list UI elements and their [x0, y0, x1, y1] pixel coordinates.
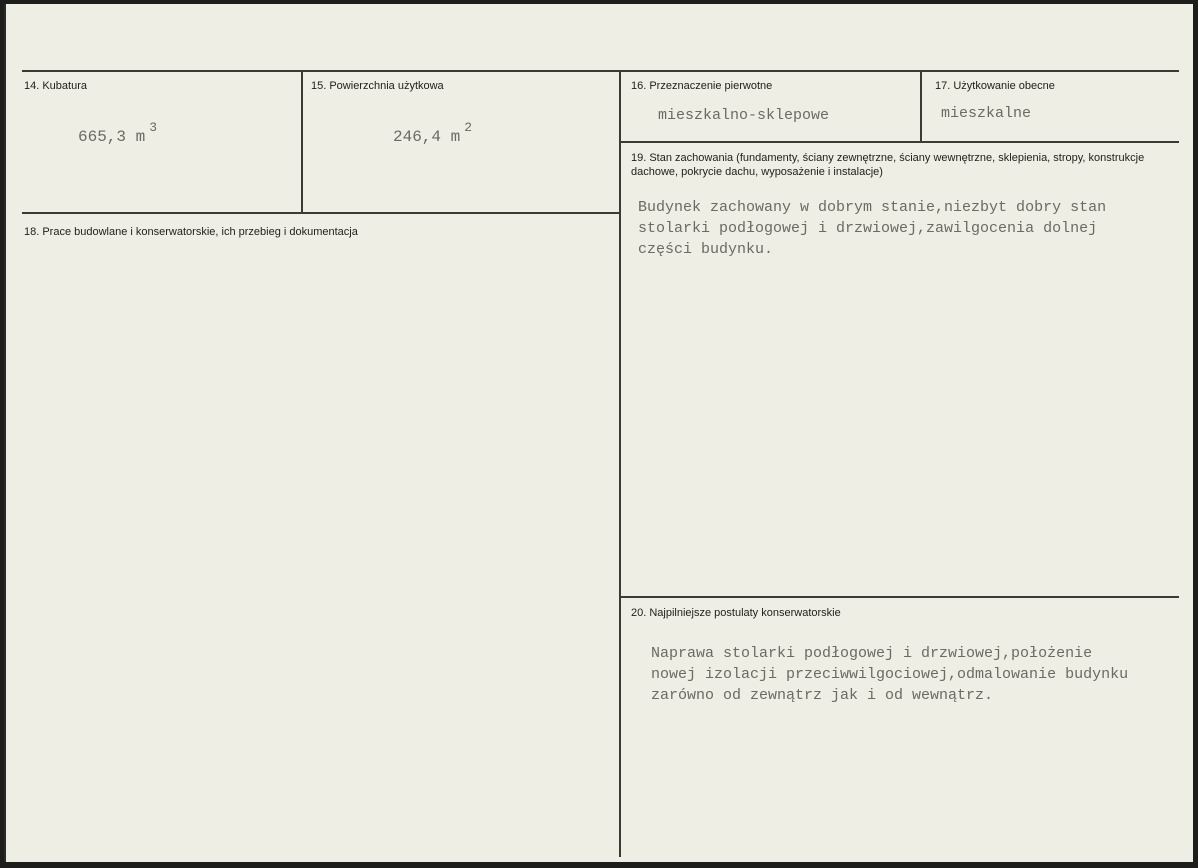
field-19-label: 19. Stan zachowania (fundamenty, ściany zewnętrzne, ściany wewnętrzne, sklepienia, stropy, konstrukcje dachowe, pokrycie dachu, wyposażenie i instalacje) — [631, 152, 1145, 178]
field-20-label: 20. Najpilniejsze postulaty konserwatorskie — [631, 607, 841, 619]
field-20-value: Naprawa stolarki podłogowej i drzwiowej,położenie nowej izolacji przeciwwilgociowej,odmalowanie budynku zarówno od zewnątrz jak i od wewnątrz. — [651, 645, 1129, 704]
field-15-number: 246,4 m — [393, 128, 461, 146]
field-17-value: mieszkalne — [941, 105, 1032, 122]
field-14-value — [78, 120, 158, 146]
field-16-label: 16. Przeznaczenie pierwotne — [631, 80, 773, 92]
rule-row2-right — [620, 141, 1179, 143]
rule-v2 — [619, 70, 621, 857]
field-14-exponent: 3 — [149, 120, 158, 135]
field-16-value: mieszkalno-sklepowe — [658, 107, 830, 124]
rule-v1 — [301, 70, 303, 214]
record-card — [4, 4, 1193, 862]
field-15-value — [393, 120, 473, 146]
field-14-number: 665,3 m — [78, 128, 146, 146]
field-15-label: 15. Powierzchnia użytkowa — [311, 80, 444, 92]
field-19-value: Budynek zachowany w dobrym stanie,niezbyt dobry stan stolarki podłogowej i drzwiowej,zawilgocenia dolnej części budynku. — [638, 199, 1107, 258]
rule-row2-left — [22, 212, 620, 214]
rule-row3-right — [620, 596, 1179, 598]
field-14-label: 14. Kubatura — [24, 80, 87, 92]
field-18-label: 18. Prace budowlane i konserwatorskie, ich przebieg i dokumentacja — [24, 226, 358, 238]
field-15-exponent: 2 — [464, 120, 473, 135]
field-17-label: 17. Użytkowanie obecne — [935, 80, 1055, 92]
rule-v3 — [920, 70, 922, 143]
rule-top — [22, 70, 1179, 72]
